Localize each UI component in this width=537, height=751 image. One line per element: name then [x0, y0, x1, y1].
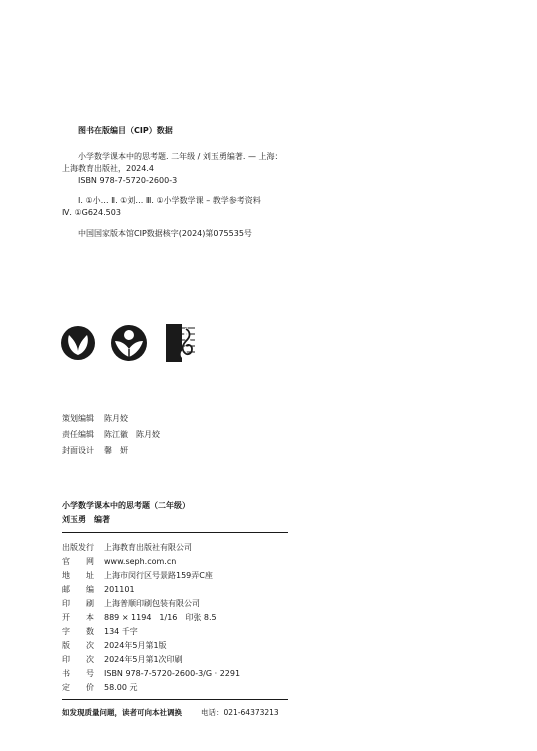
colophon-value: 上海教育出版社有限公司	[104, 543, 192, 552]
colophon-row	[62, 654, 183, 666]
book-author: 刘玉勇 编著	[62, 515, 110, 524]
footer-phone: 电话：021-64373213	[201, 708, 279, 717]
colophon-value: 2024年5月第1次印刷	[104, 655, 183, 664]
editor-value: 陈月姣	[104, 414, 128, 423]
colophon-row	[62, 570, 213, 582]
colophon-value: 2024年5月第1版	[104, 641, 167, 650]
colophon-label: 印 刷	[62, 599, 94, 608]
colophon-label: 官 网	[62, 557, 94, 566]
editor-row-planning	[62, 413, 128, 425]
colophon-value: 58.00 元	[104, 683, 138, 692]
cip-line-4: Ⅰ. ①小… Ⅱ. ①刘… Ⅲ. ①小学数学课 – 教学参考资料	[78, 196, 261, 205]
editor-value: 陈江徽 陈月姣	[104, 430, 160, 439]
cip-line-2: 上海教育出版社，2024.4	[62, 164, 154, 173]
colophon-row	[62, 542, 192, 554]
colophon-label: 出版发行	[62, 543, 94, 552]
colophon-label: 印 次	[62, 655, 94, 664]
divider-top	[62, 532, 288, 533]
colophon-label: 定 价	[62, 683, 94, 692]
colophon-value: 201101	[104, 585, 135, 594]
colophon-row	[62, 640, 167, 652]
colophon-value: 上海普顺印刷包装有限公司	[104, 599, 200, 608]
colophon-row	[62, 668, 240, 680]
cip-line-1: 小学数学课本中的思考题. 二年级 / 刘玉勇编著. — 上海：	[78, 152, 283, 161]
colophon-row	[62, 584, 135, 596]
colophon-row	[62, 612, 217, 624]
editor-row-cover-design	[62, 445, 128, 457]
colophon-label: 开 本	[62, 613, 94, 622]
cip-line-5: Ⅳ. ①G624.503	[62, 208, 121, 217]
colophon-label: 书 号	[62, 669, 94, 678]
editor-label: 封面设计	[62, 446, 94, 455]
divider-bottom	[62, 699, 288, 700]
colophon-row	[62, 556, 176, 568]
publisher-logo-1	[60, 325, 96, 361]
editor-row-responsible	[62, 429, 160, 441]
colophon-label: 字 数	[62, 627, 94, 636]
editor-label: 策划编辑	[62, 414, 94, 423]
colophon-label: 版 次	[62, 641, 94, 650]
cip-line-6: 中国国家版本馆CIP数据核字(2024)第075535号	[78, 229, 252, 238]
colophon-row	[62, 598, 200, 610]
colophon-value: ISBN 978-7-5720-2600-3/G · 2291	[104, 669, 241, 678]
music-publisher-logo	[166, 324, 196, 362]
cip-heading: 图书在版编目（CIP）数据	[78, 126, 173, 135]
colophon-row	[62, 626, 138, 638]
publisher-logo-2	[110, 324, 148, 362]
colophon-row	[62, 682, 137, 694]
colophon-value: 889 × 1194 1/16 印张 8.5	[104, 613, 217, 622]
editor-label: 责任编辑	[62, 430, 94, 439]
colophon-value: 上海市闵行区号景路159弄C座	[104, 571, 213, 580]
footer-notice: 如发现质量问题，读者可向本社调换	[62, 708, 182, 717]
book-title: 小学数学课本中的思考题（二年级）	[62, 501, 190, 510]
colophon-value: www.seph.com.cn	[104, 557, 177, 566]
colophon-value: 134 千字	[104, 627, 138, 636]
colophon-label: 地 址	[62, 571, 94, 580]
editor-value: 馨 妍	[104, 446, 128, 455]
colophon-label: 邮 编	[62, 585, 94, 594]
cip-line-3: ISBN 978-7-5720-2600-3	[78, 176, 178, 185]
